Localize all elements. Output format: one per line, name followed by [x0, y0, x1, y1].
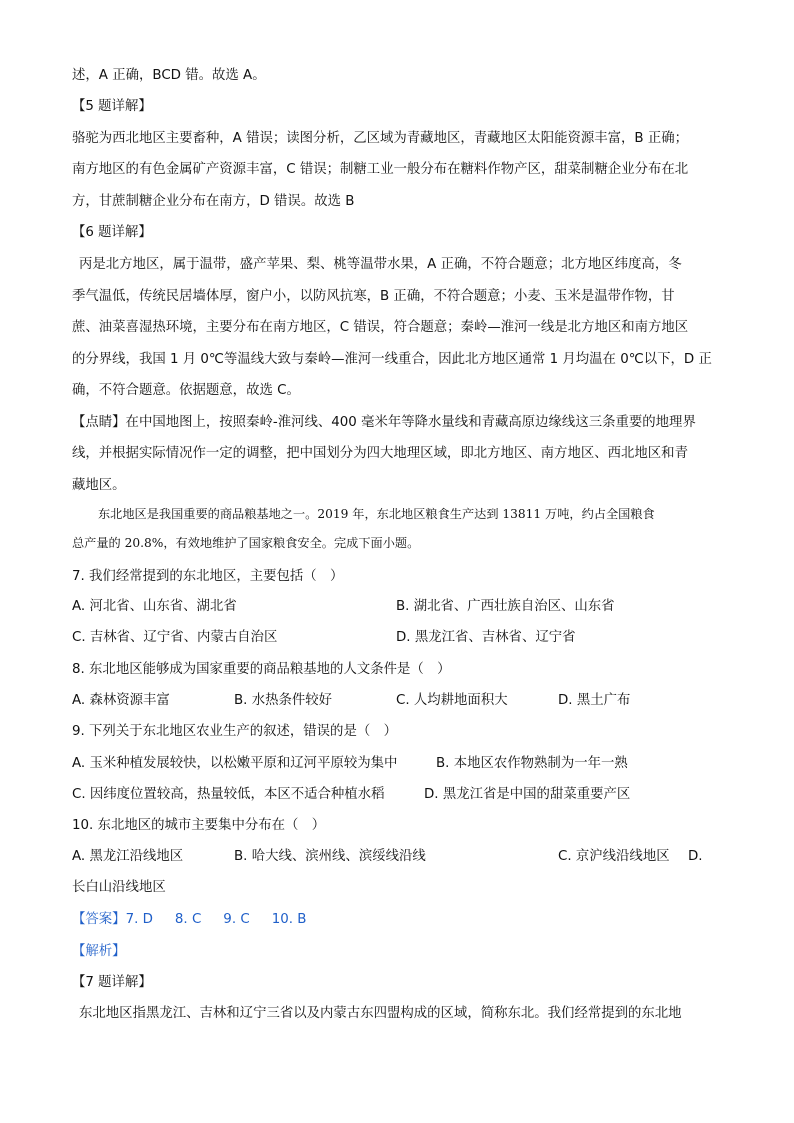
- text-line: 述，A 正确，BCD 错。故选 A。: [72, 68, 266, 83]
- answer-7: 7. D: [125, 912, 153, 927]
- analysis-heading: 【解析】: [72, 944, 126, 959]
- option-8b: B. 水热条件较好: [234, 693, 333, 708]
- option-10d-text: 长白山沿线地区: [72, 880, 166, 895]
- question-7: 7. 我们经常提到的东北地区，主要包括（ ）: [72, 569, 344, 584]
- text-line: 丙是北方地区，属于温带，盛产苹果、梨、桃等温带水果，A 正确，不符合题意；北方地区纬度高，冬: [79, 257, 682, 272]
- section-heading-q7: 【7 题详解】: [72, 975, 152, 990]
- option-7a: A. 河北省、山东省、湖北省: [72, 599, 237, 614]
- option-7b: B. 湖北省、广西壮族自治区、山东省: [396, 599, 615, 614]
- answer-8: 8. C: [174, 912, 202, 927]
- note-line: 线，并根据实际情况作一定的调整，把中国划分为四大地理区域，即北方地区、南方地区、西北地区和青: [72, 446, 688, 461]
- answer-10: 10. B: [271, 912, 307, 927]
- option-10c: C. 京沪线沿线地区: [558, 849, 670, 864]
- answer-9: 9. C: [223, 912, 250, 927]
- question-10: 10. 东北地区的城市主要集中分布在（ ）: [72, 818, 326, 833]
- question-9: 9. 下列关于东北地区农业生产的叙述，错误的是（ ）: [72, 724, 398, 739]
- option-9d: D. 黑龙江省是中国的甜菜重要产区: [424, 787, 631, 802]
- section-heading-q5: 【5 题详解】: [72, 99, 152, 114]
- text-line: 的分界线，我国 1 月 0℃等温线大致与秦岭—淮河一线重合，因此北方地区通常 1 月均温在 0℃以下，D 正: [72, 352, 712, 367]
- option-10b: B. 哈大线、滨州线、滨绥线沿线: [234, 849, 426, 864]
- option-7d: D. 黑龙江省、吉林省、辽宁省: [396, 630, 576, 645]
- text-line: 确，不符合题意。依据题意，故选 C。: [72, 383, 300, 398]
- option-10a: A. 黑龙江沿线地区: [72, 849, 184, 864]
- option-7c: C. 吉林省、辽宁省、内蒙古自治区: [72, 630, 278, 645]
- answer-label: 【答案】: [72, 912, 126, 927]
- note-line: 藏地区。: [72, 478, 126, 493]
- text-line: 东北地区指黑龙江、吉林和辽宁三省以及内蒙古东四盟构成的区域，简称东北。我们经常提到的东北地: [79, 1006, 682, 1021]
- question-8: 8. 东北地区能够成为国家重要的商品粮基地的人文条件是（ ）: [72, 662, 451, 677]
- option-8c: C. 人均耕地面积大: [396, 693, 508, 708]
- material-line: 东北地区是我国重要的商品粮基地之一。2019 年，东北地区粮食生产达到 13811 万吨，约占全国粮食: [98, 507, 655, 521]
- option-8d: D. 黑土广布: [558, 693, 631, 708]
- note-line: 【点睛】在中国地图上，按照秦岭-淮河线、400 毫米年等降水量线和青藏高原边缘线这三条重要的地理界: [72, 415, 696, 430]
- option-10d-label: D.: [688, 849, 703, 864]
- option-9c: C. 因纬度位置较高，热量较低，本区不适合种植水稻: [72, 787, 385, 802]
- option-9a: A. 玉米种植发展较快，以松嫩平原和辽河平原较为集中: [72, 756, 398, 771]
- text-line: 季气温低，传统民居墙体厚，窗户小，以防风抗寒，B 正确，不符合题意；小麦、玉米是温带作物，甘: [72, 289, 675, 304]
- material-line: 总产量的 20.8%，有效地维护了国家粮食安全。完成下面小题。: [72, 536, 420, 550]
- option-8a: A. 森林资源丰富: [72, 693, 170, 708]
- text-line: 南方地区的有色金属矿产资源丰富，C 错误；制糖工业一般分布在糖料作物产区，甜菜制糖企业分布在北: [72, 162, 689, 177]
- text-line: 蔗、油菜喜湿热环境，主要分布在南方地区，C 错误，符合题意；秦岭—淮河一线是北方地区和南方地区: [72, 320, 689, 335]
- answer-line: [72, 910, 306, 930]
- text-line: 骆驼为西北地区主要畜种，A 错误；读图分析，乙区域为青藏地区，青藏地区太阳能资源丰富，B 正确；: [72, 131, 689, 146]
- section-heading-q6: 【6 题详解】: [72, 225, 152, 240]
- option-9b: B. 本地区农作物熟制为一年一熟: [436, 756, 628, 771]
- text-line: 方，甘蔗制糖企业分布在南方，D 错误。故选 B: [72, 194, 355, 209]
